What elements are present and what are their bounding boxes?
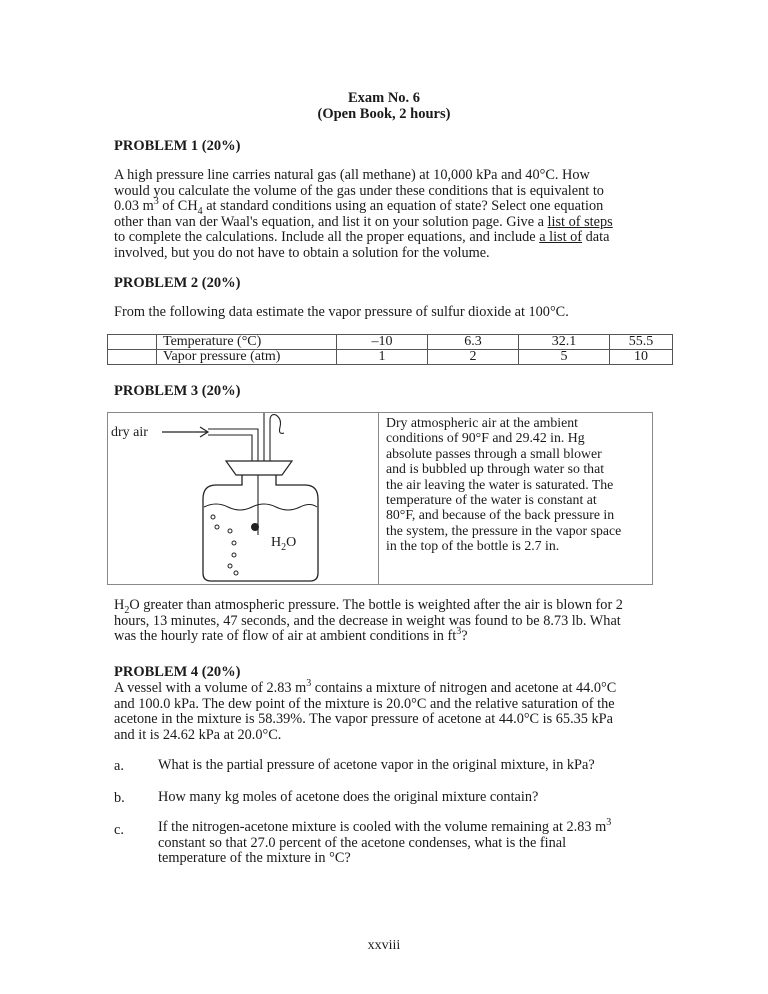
p1-line-5: to complete the calculations. Include all the proper equations, and include a list of data — [114, 229, 610, 246]
table-cell: 32.1 — [519, 335, 610, 350]
vapor-pressure-table — [107, 334, 673, 365]
problem-3-continuation: $H_2O$ greater than atmospheric pressure. The bottle is weighted after the air is blown for 2 hours, 13 minutes, 47 seconds, and the decrease in weight was found to be 8.73 lb. What was the hourly rate of flow of air at ambient conditions in $ft^3$? — [114, 597, 623, 645]
p1-line-4: other than van der Waal's equation, and list it on your solution page. Give a list of steps — [114, 213, 613, 230]
problem-2-text: From the following data estimate the vapor pressure of sulfur dioxide at 100°C. — [114, 304, 569, 320]
problem-3-description: Dry atmospheric air at the ambient conditions of 90°F and 29.42 in. Hg absolute passes through a small blower and is bubbled up through water so that the air leaving the water is saturated. The temperature of the water is constant at 80°F, and because of the back pressure in the system, the pressure in the vapor space in the top of the bottle is 2.7 in. — [386, 415, 622, 554]
row-label-temperature: Temperature (°C) — [157, 335, 337, 350]
problem-2-heading: PROBLEM 2 (20%) — [114, 275, 241, 291]
exam-subtitle: (Open Book, 2 hours) — [317, 106, 451, 122]
page-number: xxviii — [367, 938, 401, 953]
table-row — [108, 350, 673, 365]
question-b-letter: b. — [114, 790, 125, 806]
table-cell: 6.3 — [428, 335, 519, 350]
bottle-diagram — [108, 413, 376, 584]
table-cell: 1 — [337, 350, 428, 365]
bottle — [203, 475, 318, 581]
dry-air-label: dry air — [111, 425, 148, 440]
table-cell: 10 — [610, 350, 673, 365]
stopper — [226, 461, 292, 475]
outlet-tube — [270, 415, 284, 434]
table-cell: –10 — [337, 335, 428, 350]
question-a-letter: a. — [114, 758, 124, 774]
problem-3-figure-box — [107, 412, 653, 585]
p1-line-2: would you calculate the volume of the gas under these conditions that is equivalent to — [114, 182, 604, 199]
problem-4-text: A vessel with a volume of 2.83 $m^3$ contains a mixture of nitrogen and acetone at 44.0°C and 100.0 kPa. The dew point of the mixture is 20.0°C and the relative saturation of the acetone in the mixture is 58.39%. The vapor pressure of acetone at 44.0°C is 65.35 kPa and it is 24.62 kPa at 20.0°C. — [114, 678, 617, 743]
problem-1-heading: PROBLEM 1 (20%) — [114, 138, 241, 154]
exam-title: Exam No. 6 — [347, 90, 421, 106]
problem-1-text — [114, 168, 654, 262]
water-surface — [204, 504, 317, 510]
table-cell: 5 — [519, 350, 610, 365]
inlet-pipe — [208, 429, 258, 535]
table-cell: 55.5 — [610, 335, 673, 350]
table-cell: 2 — [428, 350, 519, 365]
question-b-text: How many kg moles of acetone does the original mixture contain? — [158, 789, 539, 805]
p1-line-3: 0.03 $m^3$ of $CH_4$ at standard conditions using an equation of state? Select one equation — [114, 196, 604, 218]
question-c-text: If the nitrogen-acetone mixture is cooled with the volume remaining at 2.83 $m^3$ constant so that 27.0 percent of the acetone condenses, what is the final temperature of the mixture in °C? — [158, 817, 612, 867]
p1-line-6: involved, but you do not have to obtain a solution for the volume. — [114, 244, 490, 261]
p1-line-1: A high pressure line carries natural gas (all methane) at 10,000 kPa and 40°C. How — [114, 167, 590, 183]
question-a-text: What is the partial pressure of acetone vapor in the original mixture, in kPa? — [158, 757, 595, 773]
table-row — [108, 335, 673, 350]
problem-3-heading: PROBLEM 3 (20%) — [114, 383, 241, 399]
problem-4-heading: PROBLEM 4 (20%) — [114, 664, 241, 680]
h2o-label: $H_2O$ — [271, 535, 297, 553]
row-label-vapor-pressure: Vapor pressure (atm) — [157, 350, 337, 365]
question-c-letter: c. — [114, 822, 124, 838]
